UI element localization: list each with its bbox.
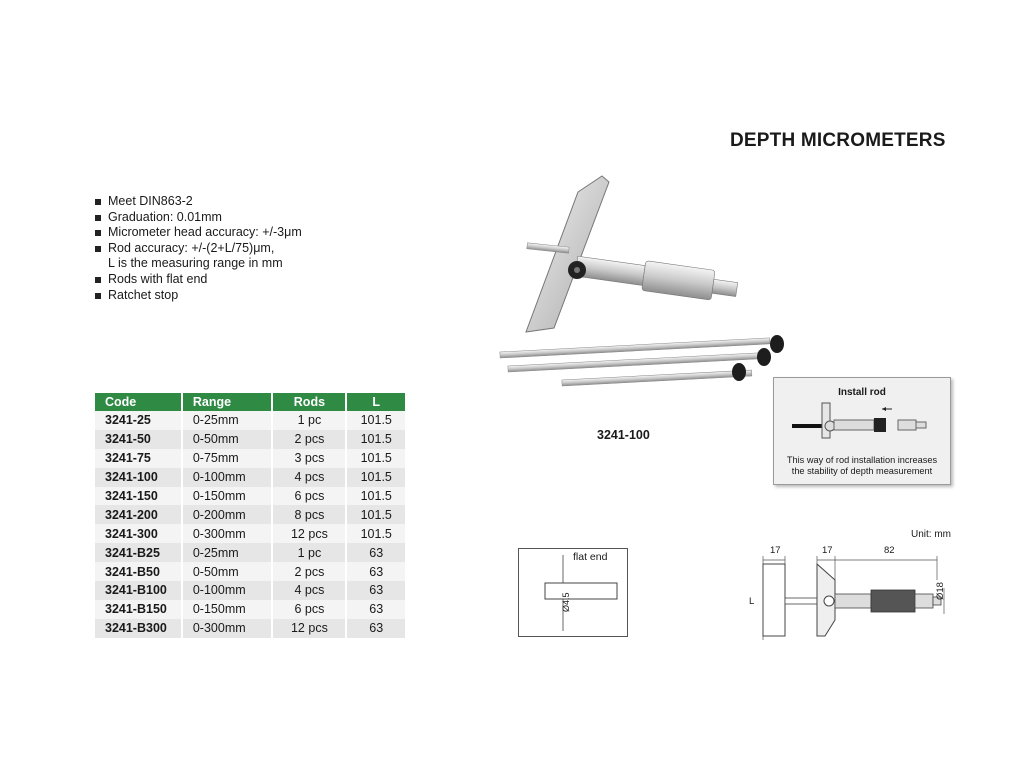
cell-l: 101.5 bbox=[346, 430, 406, 449]
cell-l: 63 bbox=[346, 600, 406, 619]
bullet-icon bbox=[95, 215, 101, 221]
cell-range: 0-150mm bbox=[182, 487, 273, 506]
feature-item: Meet DIN863-2 bbox=[95, 194, 302, 210]
cell-l: 63 bbox=[346, 619, 406, 638]
table-row bbox=[95, 505, 406, 524]
header-rods: Rods bbox=[272, 393, 346, 411]
cell-range: 0-50mm bbox=[182, 562, 273, 581]
dim-diameter-label: Ø18 bbox=[935, 582, 946, 600]
cell-l: 63 bbox=[346, 543, 406, 562]
cell-rods: 6 pcs bbox=[272, 487, 346, 506]
cell-code: 3241-B25 bbox=[95, 543, 182, 562]
install-rod-box bbox=[773, 377, 951, 485]
cell-code: 3241-100 bbox=[95, 468, 182, 487]
feature-item: Rods with flat end bbox=[95, 272, 302, 288]
cell-rods: 3 pcs bbox=[272, 449, 346, 468]
cell-range: 0-300mm bbox=[182, 619, 273, 638]
cell-code: 3241-B150 bbox=[95, 600, 182, 619]
cell-l: 101.5 bbox=[346, 411, 406, 430]
dim-neck-label: 17 bbox=[822, 545, 833, 556]
cell-range: 0-25mm bbox=[182, 543, 273, 562]
cell-code: 3241-B300 bbox=[95, 619, 182, 638]
table-row bbox=[95, 524, 406, 543]
feature-continuation: L is the measuring range in mm bbox=[108, 256, 283, 271]
cell-l: 63 bbox=[346, 562, 406, 581]
bullet-icon bbox=[95, 277, 101, 283]
cell-rods: 4 pcs bbox=[272, 468, 346, 487]
cell-code: 3241-75 bbox=[95, 449, 182, 468]
cell-code: 3241-B100 bbox=[95, 581, 182, 600]
feature-item: Micrometer head accuracy: +/-3μm bbox=[95, 225, 302, 241]
header-code: Code bbox=[95, 393, 182, 411]
cell-rods: 6 pcs bbox=[272, 600, 346, 619]
cell-range: 0-75mm bbox=[182, 449, 273, 468]
flat-end-label: flat end bbox=[573, 551, 608, 563]
cell-l: 101.5 bbox=[346, 505, 406, 524]
feature-item: Ratchet stop bbox=[95, 288, 302, 304]
bullet-icon bbox=[95, 246, 101, 252]
dim-head-label: 82 bbox=[884, 545, 895, 556]
cell-code: 3241-200 bbox=[95, 505, 182, 524]
table-row bbox=[95, 411, 406, 430]
cell-code: 3241-300 bbox=[95, 524, 182, 543]
cell-range: 0-100mm bbox=[182, 581, 273, 600]
feature-item: Rod accuracy: +/-(2+L/75)μm, L is the measuring range in mm bbox=[95, 241, 302, 272]
cell-l: 63 bbox=[346, 581, 406, 600]
table-row bbox=[95, 600, 406, 619]
cell-l: 101.5 bbox=[346, 468, 406, 487]
table-row bbox=[95, 487, 406, 506]
cell-code: 3241-B50 bbox=[95, 562, 182, 581]
cell-code: 3241-25 bbox=[95, 411, 182, 430]
feature-item: Graduation: 0.01mm bbox=[95, 210, 302, 226]
cell-rods: 12 pcs bbox=[272, 524, 346, 543]
bullet-icon bbox=[95, 293, 101, 299]
cell-l: 101.5 bbox=[346, 449, 406, 468]
table-row bbox=[95, 562, 406, 581]
cell-range: 0-300mm bbox=[182, 524, 273, 543]
cell-range: 0-150mm bbox=[182, 600, 273, 619]
header-range: Range bbox=[182, 393, 273, 411]
unit-label: Unit: mm bbox=[911, 529, 951, 540]
cell-rods: 1 pc bbox=[272, 543, 346, 562]
page-title: DEPTH MICROMETERS bbox=[730, 130, 946, 151]
rod-diameter-label: Ø4.5 bbox=[561, 592, 571, 612]
cell-rods: 2 pcs bbox=[272, 562, 346, 581]
table-row bbox=[95, 581, 406, 600]
table-row bbox=[95, 449, 406, 468]
table-row bbox=[95, 430, 406, 449]
table-row bbox=[95, 468, 406, 487]
cell-code: 3241-50 bbox=[95, 430, 182, 449]
table-header-row bbox=[95, 393, 406, 411]
dim-base-label: 17 bbox=[770, 545, 781, 556]
spec-table bbox=[95, 393, 407, 638]
cell-rods: 2 pcs bbox=[272, 430, 346, 449]
table-row bbox=[95, 619, 406, 638]
install-rod-note: This way of rod installation increases the stability of depth measurement bbox=[786, 455, 938, 476]
bullet-icon bbox=[95, 230, 101, 236]
cell-range: 0-25mm bbox=[182, 411, 273, 430]
depth-micrometer-illustration bbox=[490, 170, 810, 400]
cell-range: 0-50mm bbox=[182, 430, 273, 449]
header-l: L bbox=[346, 393, 406, 411]
cell-code: 3241-150 bbox=[95, 487, 182, 506]
table-row bbox=[95, 543, 406, 562]
bullet-icon bbox=[95, 199, 101, 205]
cell-rods: 8 pcs bbox=[272, 505, 346, 524]
dim-l-label: L bbox=[749, 596, 755, 607]
product-model-label: 3241-100 bbox=[597, 428, 650, 442]
extension-rods bbox=[500, 335, 784, 386]
cell-rods: 1 pc bbox=[272, 411, 346, 430]
cell-range: 0-200mm bbox=[182, 505, 273, 524]
cell-range: 0-100mm bbox=[182, 468, 273, 487]
feature-list bbox=[95, 194, 302, 303]
cell-l: 101.5 bbox=[346, 524, 406, 543]
cell-rods: 12 pcs bbox=[272, 619, 346, 638]
install-rod-title: Install rod bbox=[838, 387, 886, 398]
cell-rods: 4 pcs bbox=[272, 581, 346, 600]
cell-l: 101.5 bbox=[346, 487, 406, 506]
